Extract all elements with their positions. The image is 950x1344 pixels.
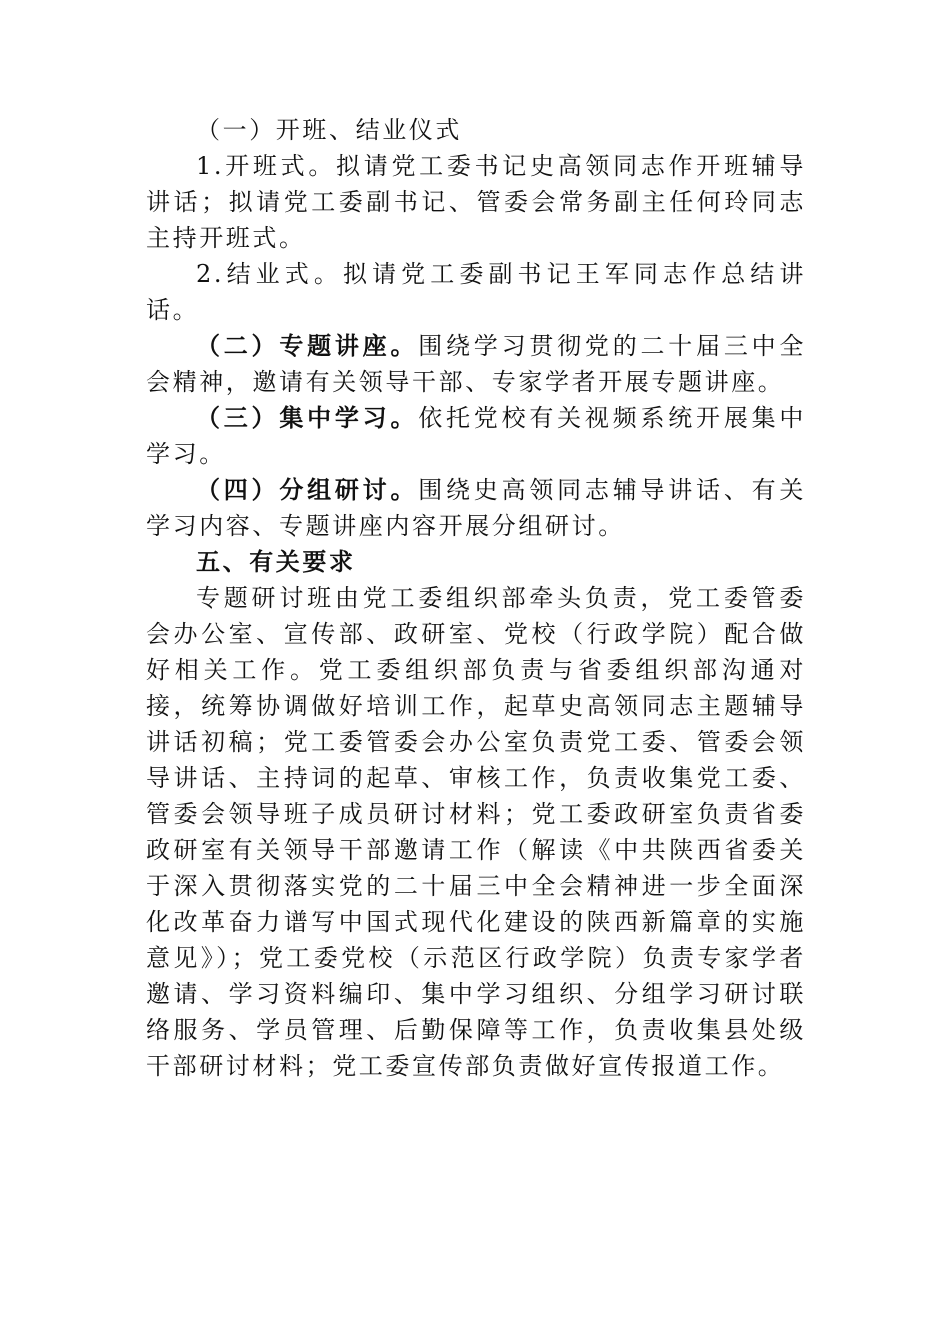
study-paragraph [146,400,806,472]
closing-ceremony-paragraph: 2.结业式。拟请党工委副书记王军同志作总结讲话。 [146,260,806,324]
lecture-paragraph [146,328,806,400]
document-page [146,112,806,1084]
study-lead: （三）集中学习。 [196,403,419,432]
section-1-heading: （一）开班、结业仪式 [196,116,462,144]
requirements-paragraph: 专题研讨班由党工委组织部牵头负责，党工委管委会办公室、宣传部、政研室、党校（行政学院）配合做好相关工作。党工委组织部负责与省委组织部沟通对接，统筹协调做好培训工作，起草史高领同志主题辅导讲话初稿；党工委管委会办公室负责党工委、管委会领导讲话、主持词的起草、审核工作，负责收集党工委、管委会领导班子成员研讨材料；党工委政研室负责省委政研室有关领导干部邀请工作（解读《中共陕西省委关于深入贯彻落实党的二十届三中全会精神进一步全面深化改革奋力谱写中国式现代化建设的陕西新篇章的实施意见》）；党工委党校（示范区行政学院）负责专家学者邀请、学习资料编印、集中学习组织、分组学习研讨联络服务、学员管理、后勤保障等工作，负责收集县处级干部研讨材料；党工委宣传部负责做好宣传报道工作。 [146,584,806,1080]
opening-ceremony-paragraph: 1.开班式。拟请党工委书记史高领同志作开班辅导讲话；拟请党工委副书记、管委会常务副主任何玲同志主持开班式。 [146,152,806,252]
discussion-lead: （四）分组研讨。 [196,475,419,504]
requirements-heading: 五、有关要求 [196,547,356,576]
discussion-text: 围绕史高领同志辅导讲话、有关学习内容、专题讲座内容开展分组研讨。 [146,476,806,540]
lecture-text: 围绕学习贯彻党的二十届三中全会精神，邀请有关领导干部、专家学者开展专题讲座。 [146,332,806,396]
lecture-lead: （二）专题讲座。 [196,331,419,360]
study-text: 依托党校有关视频系统开展集中学习。 [146,404,806,468]
discussion-paragraph [146,472,806,544]
